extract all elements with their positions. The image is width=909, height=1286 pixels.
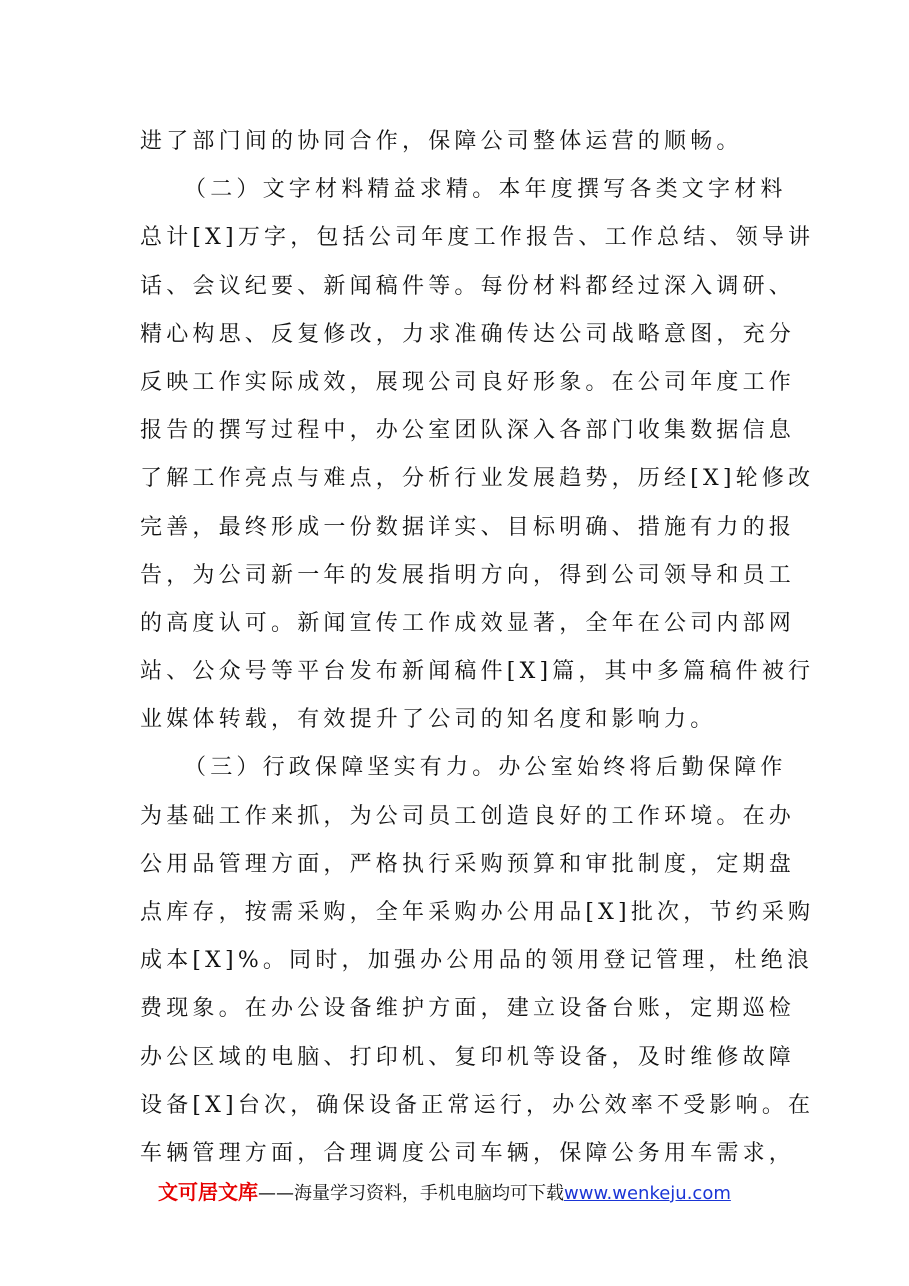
paragraph-line: 反映工作实际成效，展现公司良好形象。在公司年度工作 xyxy=(140,369,796,395)
paragraph-line: 了解工作亮点与难点，分析行业发展趋势，历经[X]轮修改 xyxy=(140,466,815,492)
document-body xyxy=(140,118,815,1178)
footer-banner xyxy=(158,1178,731,1208)
paragraph-line: 为基础工作来抓，为公司员工创造良好的工作环境。在办 xyxy=(140,803,796,829)
paragraph-line: 告，为公司新一年的发展指明方向，得到公司领导和员工 xyxy=(140,562,796,588)
paragraph-line: 报告的撰写过程中，办公室团队深入各部门收集数据信息 xyxy=(140,418,796,444)
paragraph-line: 车辆管理方面，合理调度公司车辆，保障公务用车需求， xyxy=(140,1140,796,1166)
paragraph-line: 费现象。在办公设备维护方面，建立设备台账，定期巡检 xyxy=(140,996,796,1022)
paragraph-line: 话、会议纪要、新闻稿件等。每份材料都经过深入调研、 xyxy=(140,273,796,299)
paragraph-line: 完善，最终形成一份数据详实、目标明确、措施有力的报 xyxy=(140,514,796,540)
paragraph-line: 业媒体转载，有效提升了公司的知名度和影响力。 xyxy=(140,707,717,733)
footer-tagline: ——海量学习资料，手机电脑均可下载 xyxy=(258,1183,564,1204)
paragraph-line: 公用品管理方面，严格执行采购预算和审批制度，定期盘 xyxy=(140,851,796,877)
paragraph-line: 总计[X]万字，包括公司年度工作报告、工作总结、领导讲 xyxy=(140,225,815,251)
paragraph-line: 点库存，按需采购，全年采购办公用品[X]批次，节约采购 xyxy=(140,900,815,925)
paragraph-line: 进了部门间的协同合作，保障公司整体运营的顺畅。 xyxy=(140,129,743,154)
paragraph-line: 的高度认可。新闻宣传工作成效显著，全年在公司内部网 xyxy=(140,610,796,636)
brand-name: 文可居文库 xyxy=(158,1180,258,1204)
paragraph-line: 办公区域的电脑、打印机、复印机等设备，及时维修故障 xyxy=(140,1044,796,1070)
paragraph-line: （二）文字材料精益求精。本年度撰写各类文字材料 xyxy=(184,177,787,203)
paragraph-line: （三）行政保障坚实有力。办公室始终将后勤保障作 xyxy=(184,755,787,781)
website-link[interactable]: www.wenkeju.com xyxy=(564,1183,731,1204)
paragraph-line: 站、公众号等平台发布新闻稿件[X]篇，其中多篇稿件被行 xyxy=(140,659,815,685)
paragraph-line: 精心构思、反复修改，力求准确传达公司战略意图，充分 xyxy=(140,321,796,347)
paragraph-line: 成本[X]%。同时，加强办公用品的领用登记管理，杜绝浪 xyxy=(140,948,814,974)
paragraph-line: 设备[X]台次，确保设备正常运行，办公效率不受影响。在 xyxy=(140,1092,815,1118)
